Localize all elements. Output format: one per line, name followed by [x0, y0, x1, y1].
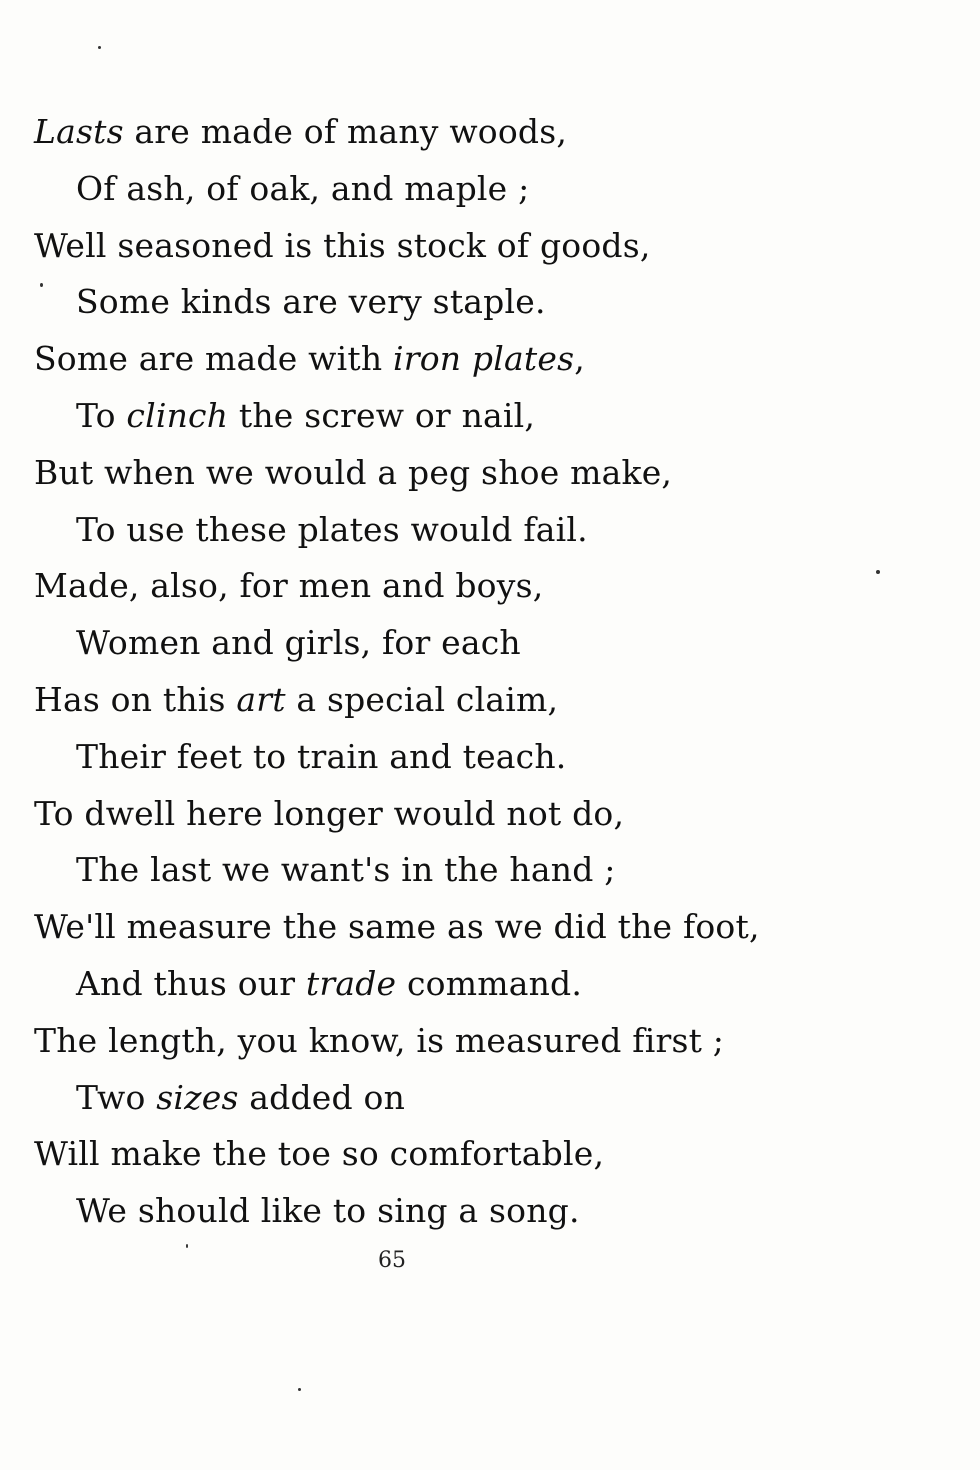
poem-line	[34, 842, 934, 899]
line-text: a special claim,	[285, 679, 559, 719]
poem	[34, 104, 934, 1240]
poem-line	[34, 786, 934, 843]
line-text: Some kinds are very staple.	[76, 282, 546, 322]
line-text: Made, also, for men and boys,	[34, 566, 544, 606]
line-text: To use these plates would fail.	[76, 509, 588, 549]
line-text: Their feet to train and teach.	[76, 736, 567, 776]
line-text: We should like to sing a song.	[76, 1191, 580, 1231]
italic-word: clinch	[126, 395, 229, 435]
poem-line	[34, 956, 934, 1013]
poem-line	[34, 615, 934, 672]
scan-speck	[98, 46, 101, 49]
poem-line	[34, 388, 934, 445]
line-text: The length, you know, is measured first ;	[34, 1020, 725, 1060]
line-text: But when we would a peg shoe make,	[34, 452, 673, 492]
line-text: We'll measure the same as we did the foot,	[34, 907, 760, 947]
poem-line	[34, 445, 934, 502]
line-text: Well seasoned is this stock of goods,	[34, 225, 651, 265]
poem-line	[34, 218, 934, 275]
poem-line	[34, 104, 934, 161]
line-text: Has on this	[34, 679, 237, 719]
line-text: command.	[396, 963, 583, 1003]
italic-word: Lasts	[34, 112, 124, 151]
scan-speck	[298, 1388, 301, 1391]
poem-line	[34, 1070, 934, 1127]
poem-line	[34, 899, 934, 956]
line-text: ,	[574, 339, 585, 379]
line-text: And thus our	[76, 963, 306, 1003]
italic-word: art	[236, 679, 286, 719]
line-text: Some are made with	[34, 339, 393, 379]
poem-line	[34, 729, 934, 786]
poem-line	[34, 558, 934, 615]
line-text: Of ash, of oak, and maple ;	[76, 168, 530, 208]
line-text: Will make the toe so comfortable,	[34, 1134, 605, 1174]
poem-line	[34, 161, 934, 218]
italic-word: iron plates	[392, 339, 575, 379]
scan-speck	[186, 1244, 188, 1248]
page-number: 65	[378, 1248, 406, 1273]
poem-line	[34, 331, 934, 388]
line-text: Women and girls, for each	[76, 623, 521, 663]
line-text: The last we want's in the hand ;	[76, 850, 616, 890]
line-text: To	[76, 395, 127, 435]
poem-line	[34, 274, 934, 331]
poem-line	[34, 1013, 934, 1070]
line-text: Two	[76, 1077, 157, 1117]
line-text: added on	[238, 1077, 406, 1117]
line-text: To dwell here longer would not do,	[34, 793, 625, 833]
italic-word: sizes	[156, 1077, 239, 1117]
italic-word: trade	[305, 963, 397, 1003]
poem-line	[34, 1126, 934, 1183]
line-text: the screw or nail,	[228, 395, 536, 435]
poem-line	[34, 502, 934, 559]
scan-speck	[40, 283, 43, 287]
line-text: are made of many woods,	[123, 112, 568, 151]
poem-line	[34, 672, 934, 729]
scan-speck	[876, 570, 880, 574]
poem-line	[34, 1183, 934, 1240]
